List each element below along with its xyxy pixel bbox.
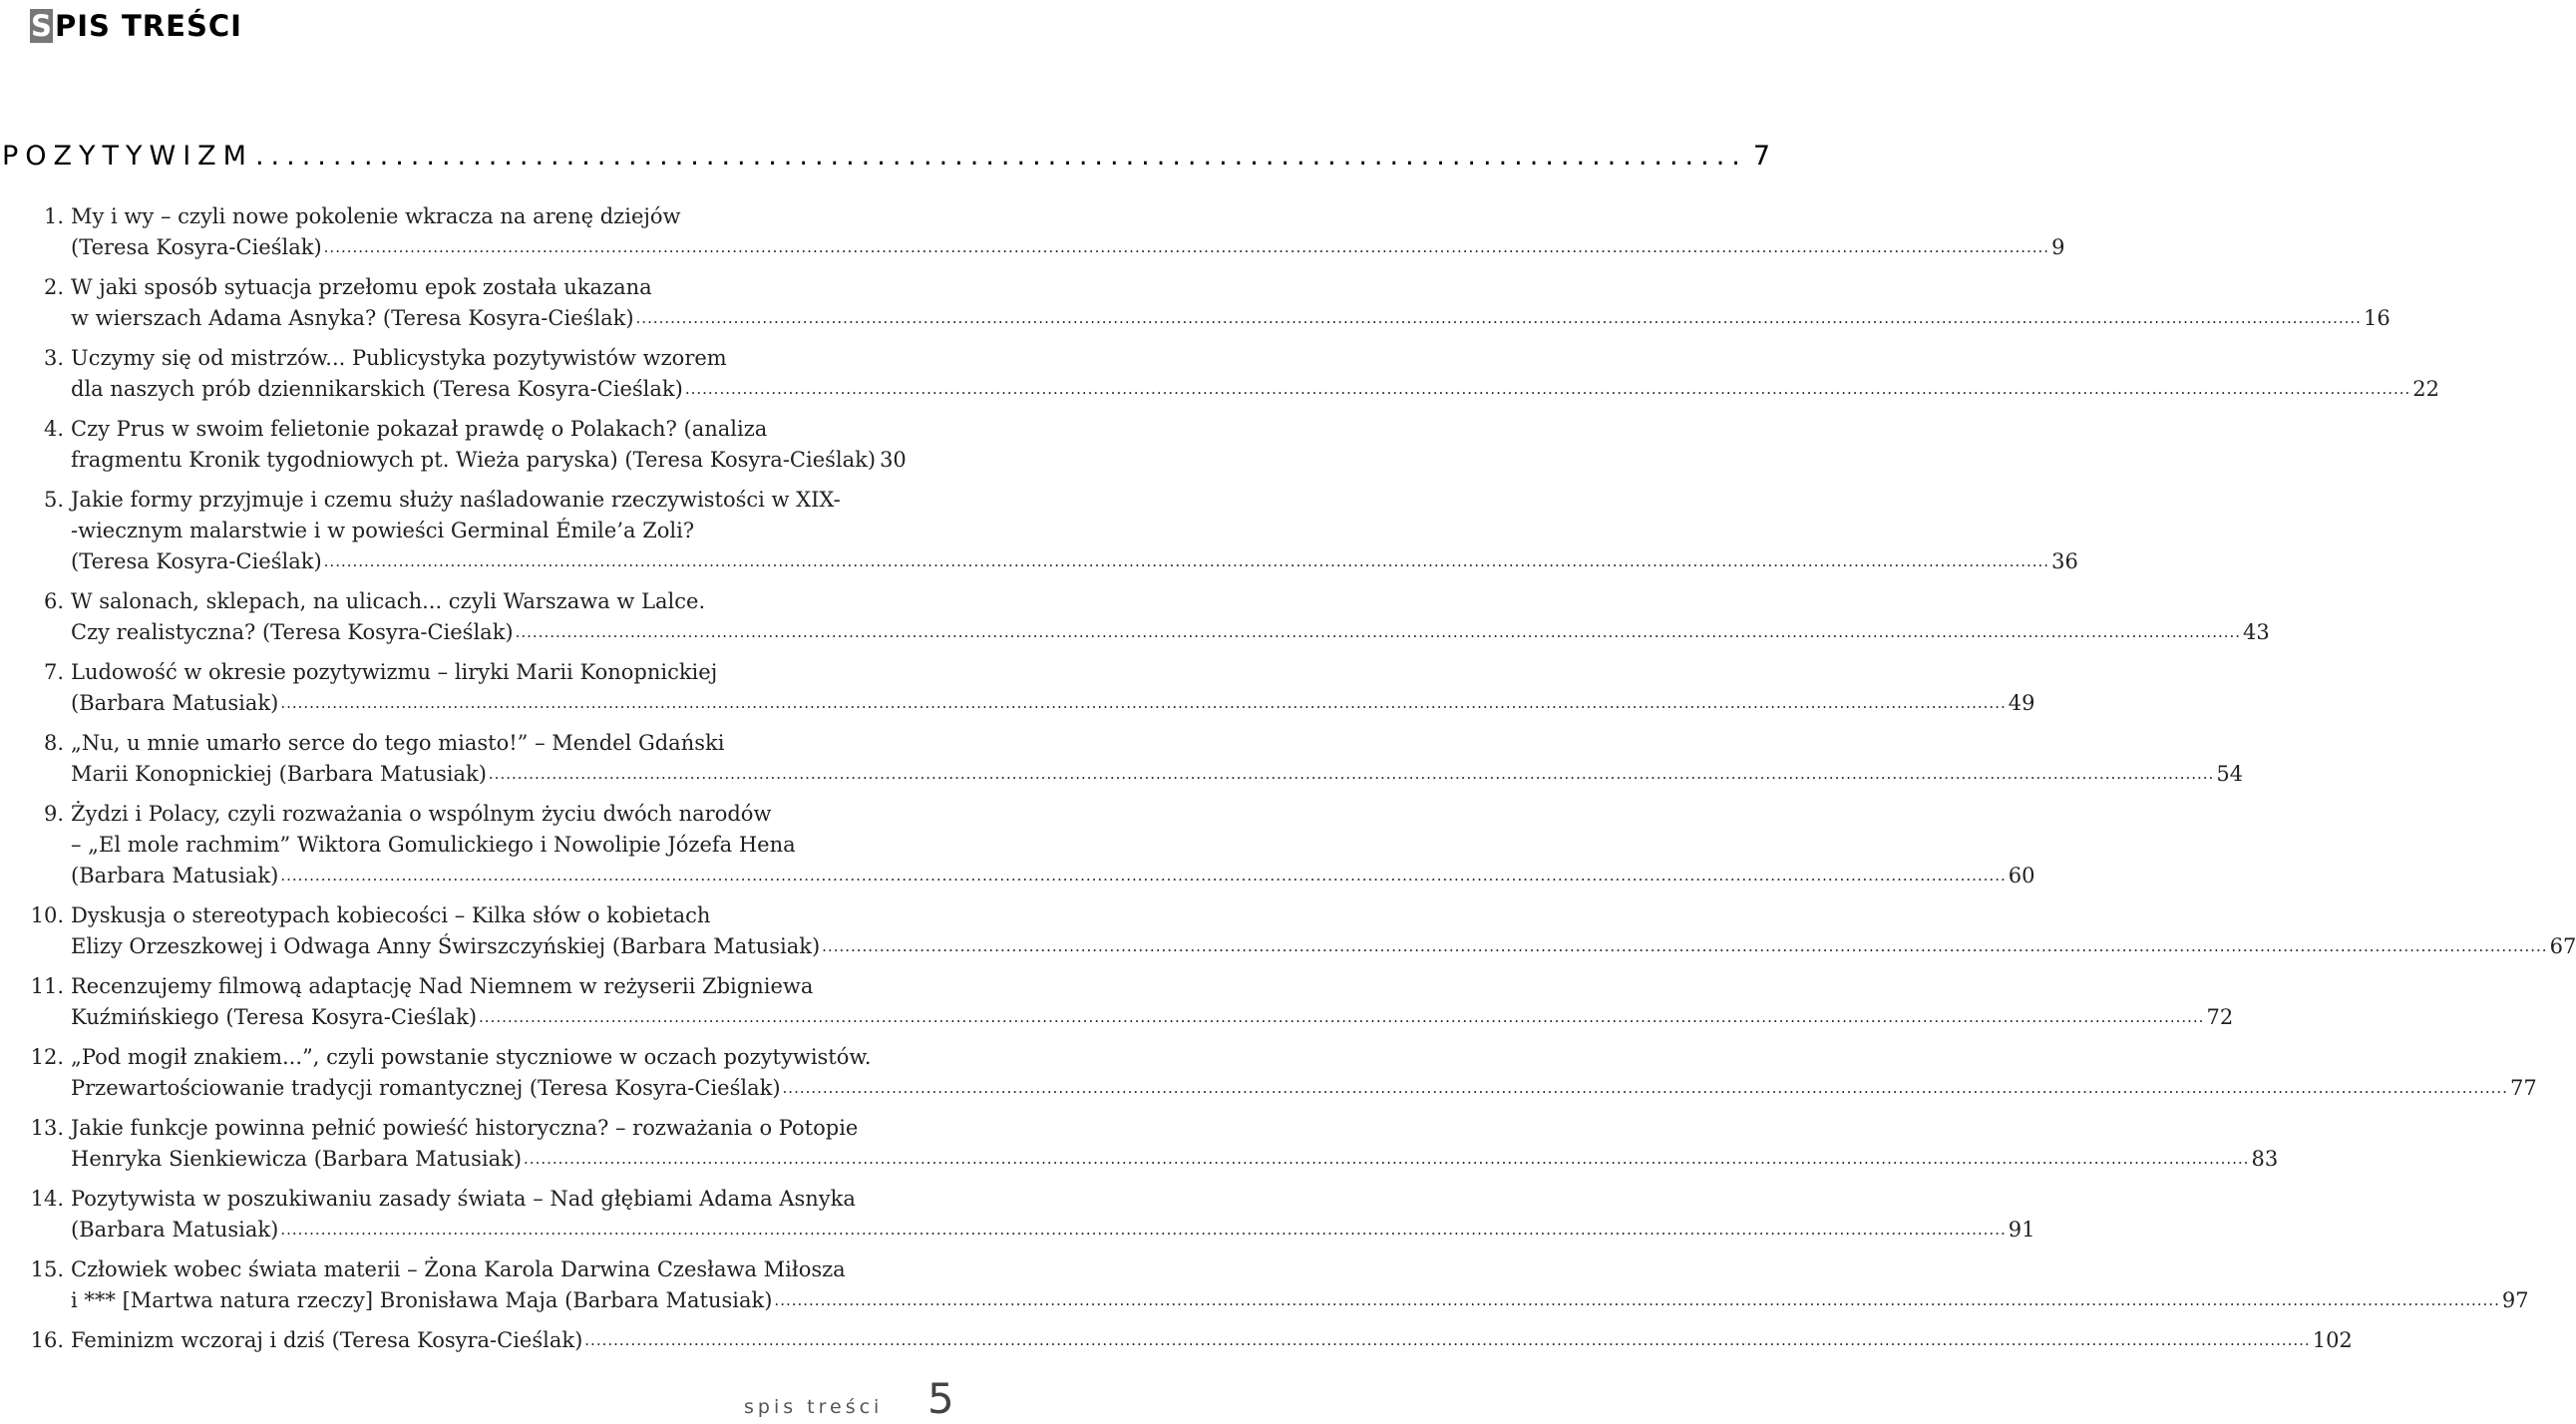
entry-number: 7. <box>43 660 64 684</box>
entry-last-line <box>71 688 2035 718</box>
entry-title-line: Dyskusja o stereotypach kobiecości – Kilka słów o kobietach <box>71 903 711 927</box>
entry-page-number: 43 <box>2243 620 2270 644</box>
entry-page-number: 16 <box>2363 306 2391 330</box>
entry-author-line: (Teresa Kosyra-Cieślak) <box>71 549 322 573</box>
section-heading <box>2 141 1771 180</box>
entry-last-line <box>71 374 2439 404</box>
entry-last-line <box>71 759 2244 789</box>
entry-number: 16. <box>30 1328 64 1352</box>
entry-page-number: 77 <box>2509 1076 2537 1100</box>
dot-leader: ............................................................................................................................................................................................................................................................................................................ <box>280 1221 2007 1239</box>
entry-number: 2. <box>43 275 64 299</box>
entry-title-line: Recenzujemy filmową adaptację Nad Niemnem w reżyserii Zbigniewa <box>71 974 814 998</box>
entry-last-line <box>71 861 2035 890</box>
entry-title-line: „Nu, u mnie umarło serce do tego miasto!” – Mendel Gdański <box>71 731 725 755</box>
entry-page-number: 67 <box>2549 934 2576 958</box>
entry-number: 6. <box>43 589 64 613</box>
entry-title-line: Czy Prus w swoim felietonie pokazał prawdę o Polakach? (analiza <box>71 417 768 441</box>
entry-last-line <box>71 617 2270 647</box>
entry-author-line: dla naszych prób dziennikarskich (Teresa Kosyra-Cieślak) <box>71 377 683 401</box>
entry-last-line <box>71 546 2078 576</box>
dot-leader: ............................................................................................................................................................................................................................................................................................................ <box>479 1008 2205 1026</box>
entry-number: 1. <box>43 204 64 228</box>
entry-author-line: Elizy Orzeszkowej i Odwaga Anny Świrszczyńskiej (Barbara Matusiak) <box>71 934 821 958</box>
entry-last-line <box>71 1073 2537 1103</box>
entry-author-line: (Barbara Matusiak) <box>71 691 279 715</box>
entry-title-line: W salonach, sklepach, na ulicach... czyli Warszawa w Lalce. <box>71 589 706 613</box>
entry-number: 10. <box>30 903 64 927</box>
dot-leader: ............................................................................................................................................................................................................................................................................................................ <box>822 937 2548 955</box>
dot-leader: ............................................................................................................................................................................................................................................................................................................ <box>584 1331 2311 1349</box>
section-title: POZYTYWIZM <box>2 141 253 172</box>
entry-page-number: 36 <box>2051 549 2078 573</box>
entry-title-line: Jakie formy przyjmuje i czemu służy naśladowanie rzeczywistości w XIX- <box>71 488 841 512</box>
entry-title-line: „Pod mogił znakiem...”, czyli powstanie styczniowe w oczach pozytywistów. <box>71 1045 872 1069</box>
entry-title-line: Żydzi i Polacy, czyli rozważania o wspólnym życiu dwóch narodów <box>71 802 772 826</box>
header-initial-box: S <box>31 9 52 43</box>
entry-number: 12. <box>30 1045 64 1069</box>
entry-last-line <box>71 1002 2234 1032</box>
entry-title-line: Pozytywista w poszukiwaniu zasady świata – Nad głębiami Adama Asnyka <box>71 1187 856 1211</box>
entry-author-line: fragmentu Kronik tygodniowych pt. Wieża paryska) (Teresa Kosyra-Cieślak) <box>71 448 877 472</box>
entry-title-line: Jakie funkcje powinna pełnić powieść historyczna? – rozważania o Potopie <box>71 1116 859 1140</box>
dot-leader: ............................................................................................................................................................................................................................................................................................................ <box>635 309 2362 327</box>
entry-author-line: (Teresa Kosyra-Cieślak) <box>71 235 322 259</box>
entry-title-line: – „El mole rachmim” Wiktora Gomulickiego i Nowolipie Józefa Hena <box>71 833 796 857</box>
section-dot-leader: ................................................................................................ <box>254 141 1747 172</box>
dot-leader: ............................................................................................................................................................................................................................................................................................................ <box>488 765 2215 783</box>
entry-last-line <box>71 1325 2353 1355</box>
entry-number: 14. <box>30 1187 64 1211</box>
entry-number: 11. <box>30 974 64 998</box>
entry-number: 15. <box>30 1257 64 1281</box>
entry-last-line <box>71 1285 2529 1315</box>
entry-last-line <box>71 1144 2279 1174</box>
dot-leader: ............................................................................................................................................................................................................................................................................................................ <box>524 1150 2250 1168</box>
entry-author-line: Marii Konopnickiej (Barbara Matusiak) <box>71 762 487 786</box>
dot-leader: ............................................................................................................................................................................................................................................................................................................ <box>782 1079 2508 1097</box>
entry-author-line: Feminizm wczoraj i dziś (Teresa Kosyra-Cieślak) <box>71 1328 583 1352</box>
entry-last-line <box>71 303 2391 333</box>
dot-leader: ............................................................................................................................................................................................................................................................................................................ <box>684 380 2411 398</box>
entry-number: 4. <box>43 417 64 441</box>
entry-title-line: W jaki sposób sytuacja przełomu epok została ukazana <box>71 275 652 299</box>
entry-page-number: 49 <box>2008 691 2035 715</box>
entry-number: 5. <box>43 488 64 512</box>
entry-last-line <box>71 445 907 475</box>
section-page-number: 7 <box>1752 141 1771 172</box>
entry-page-number: 30 <box>880 448 907 472</box>
entry-page-number: 91 <box>2008 1218 2035 1242</box>
entry-number: 3. <box>43 346 64 370</box>
dot-leader: ............................................................................................................................................................................................................................................................................................................ <box>323 552 2050 570</box>
entry-page-number: 83 <box>2251 1147 2279 1171</box>
entry-author-line: Kuźmińskiego (Teresa Kosyra-Cieślak) <box>71 1005 478 1029</box>
entry-page-number: 22 <box>2412 377 2439 401</box>
entry-number: 9. <box>43 802 64 826</box>
dot-leader: ............................................................................................................................................................................................................................................................................................................ <box>774 1291 2500 1309</box>
entry-number: 13. <box>30 1116 64 1140</box>
entry-author-line: Czy realistyczna? (Teresa Kosyra-Cieślak) <box>71 620 514 644</box>
entry-author-line: i *** [Martwa natura rzeczy] Bronisława Maja (Barbara Matusiak) <box>71 1288 773 1312</box>
entry-title-line: -wiecznym malarstwie i w powieści Germinal Émile’a Zoli? <box>71 519 695 542</box>
page-header <box>30 8 242 44</box>
entry-author-line: Henryka Sienkiewicza (Barbara Matusiak) <box>71 1147 523 1171</box>
header-title: PIS TREŚCI <box>55 9 242 43</box>
dot-leader: ............................................................................................................................................................................................................................................................................................................ <box>280 694 2007 712</box>
entry-page-number: 60 <box>2008 864 2035 888</box>
entry-title-line: My i wy – czyli nowe pokolenie wkracza na arenę dziejów <box>71 204 681 228</box>
entry-title-line: Człowiek wobec świata materii – Żona Karola Darwina Czesława Miłosza <box>71 1257 846 1281</box>
entry-page-number: 72 <box>2206 1005 2234 1029</box>
entry-last-line <box>71 1215 2035 1245</box>
dot-leader: ............................................................................................................................................................................................................................................................................................................ <box>515 623 2242 641</box>
entry-last-line <box>71 232 2065 262</box>
entry-author-line: (Barbara Matusiak) <box>71 864 279 888</box>
entry-title-line: Ludowość w okresie pozytywizmu – liryki Marii Konopnickiej <box>71 660 718 684</box>
entry-title-line: Uczymy się od mistrzów... Publicystyka pozytywistów wzorem <box>71 346 727 370</box>
footer-page-number: 5 <box>927 1374 954 1423</box>
entry-last-line <box>71 931 2576 961</box>
entry-author-line: Przewartościowanie tradycji romantycznej (Teresa Kosyra-Cieślak) <box>71 1076 781 1100</box>
entry-page-number: 9 <box>2051 235 2065 259</box>
footer-label: spis treści <box>744 1396 884 1418</box>
dot-leader: ............................................................................................................................................................................................................................................................................................................ <box>323 238 2050 256</box>
entry-number: 8. <box>43 731 64 755</box>
entry-author-line: w wierszach Adama Asnyka? (Teresa Kosyra-Cieślak) <box>71 306 634 330</box>
entry-page-number: 54 <box>2216 762 2244 786</box>
entry-page-number: 97 <box>2501 1288 2529 1312</box>
entry-page-number: 102 <box>2312 1328 2353 1352</box>
entry-author-line: (Barbara Matusiak) <box>71 1218 279 1242</box>
dot-leader: ............................................................................................................................................................................................................................................................................................................ <box>280 867 2007 885</box>
